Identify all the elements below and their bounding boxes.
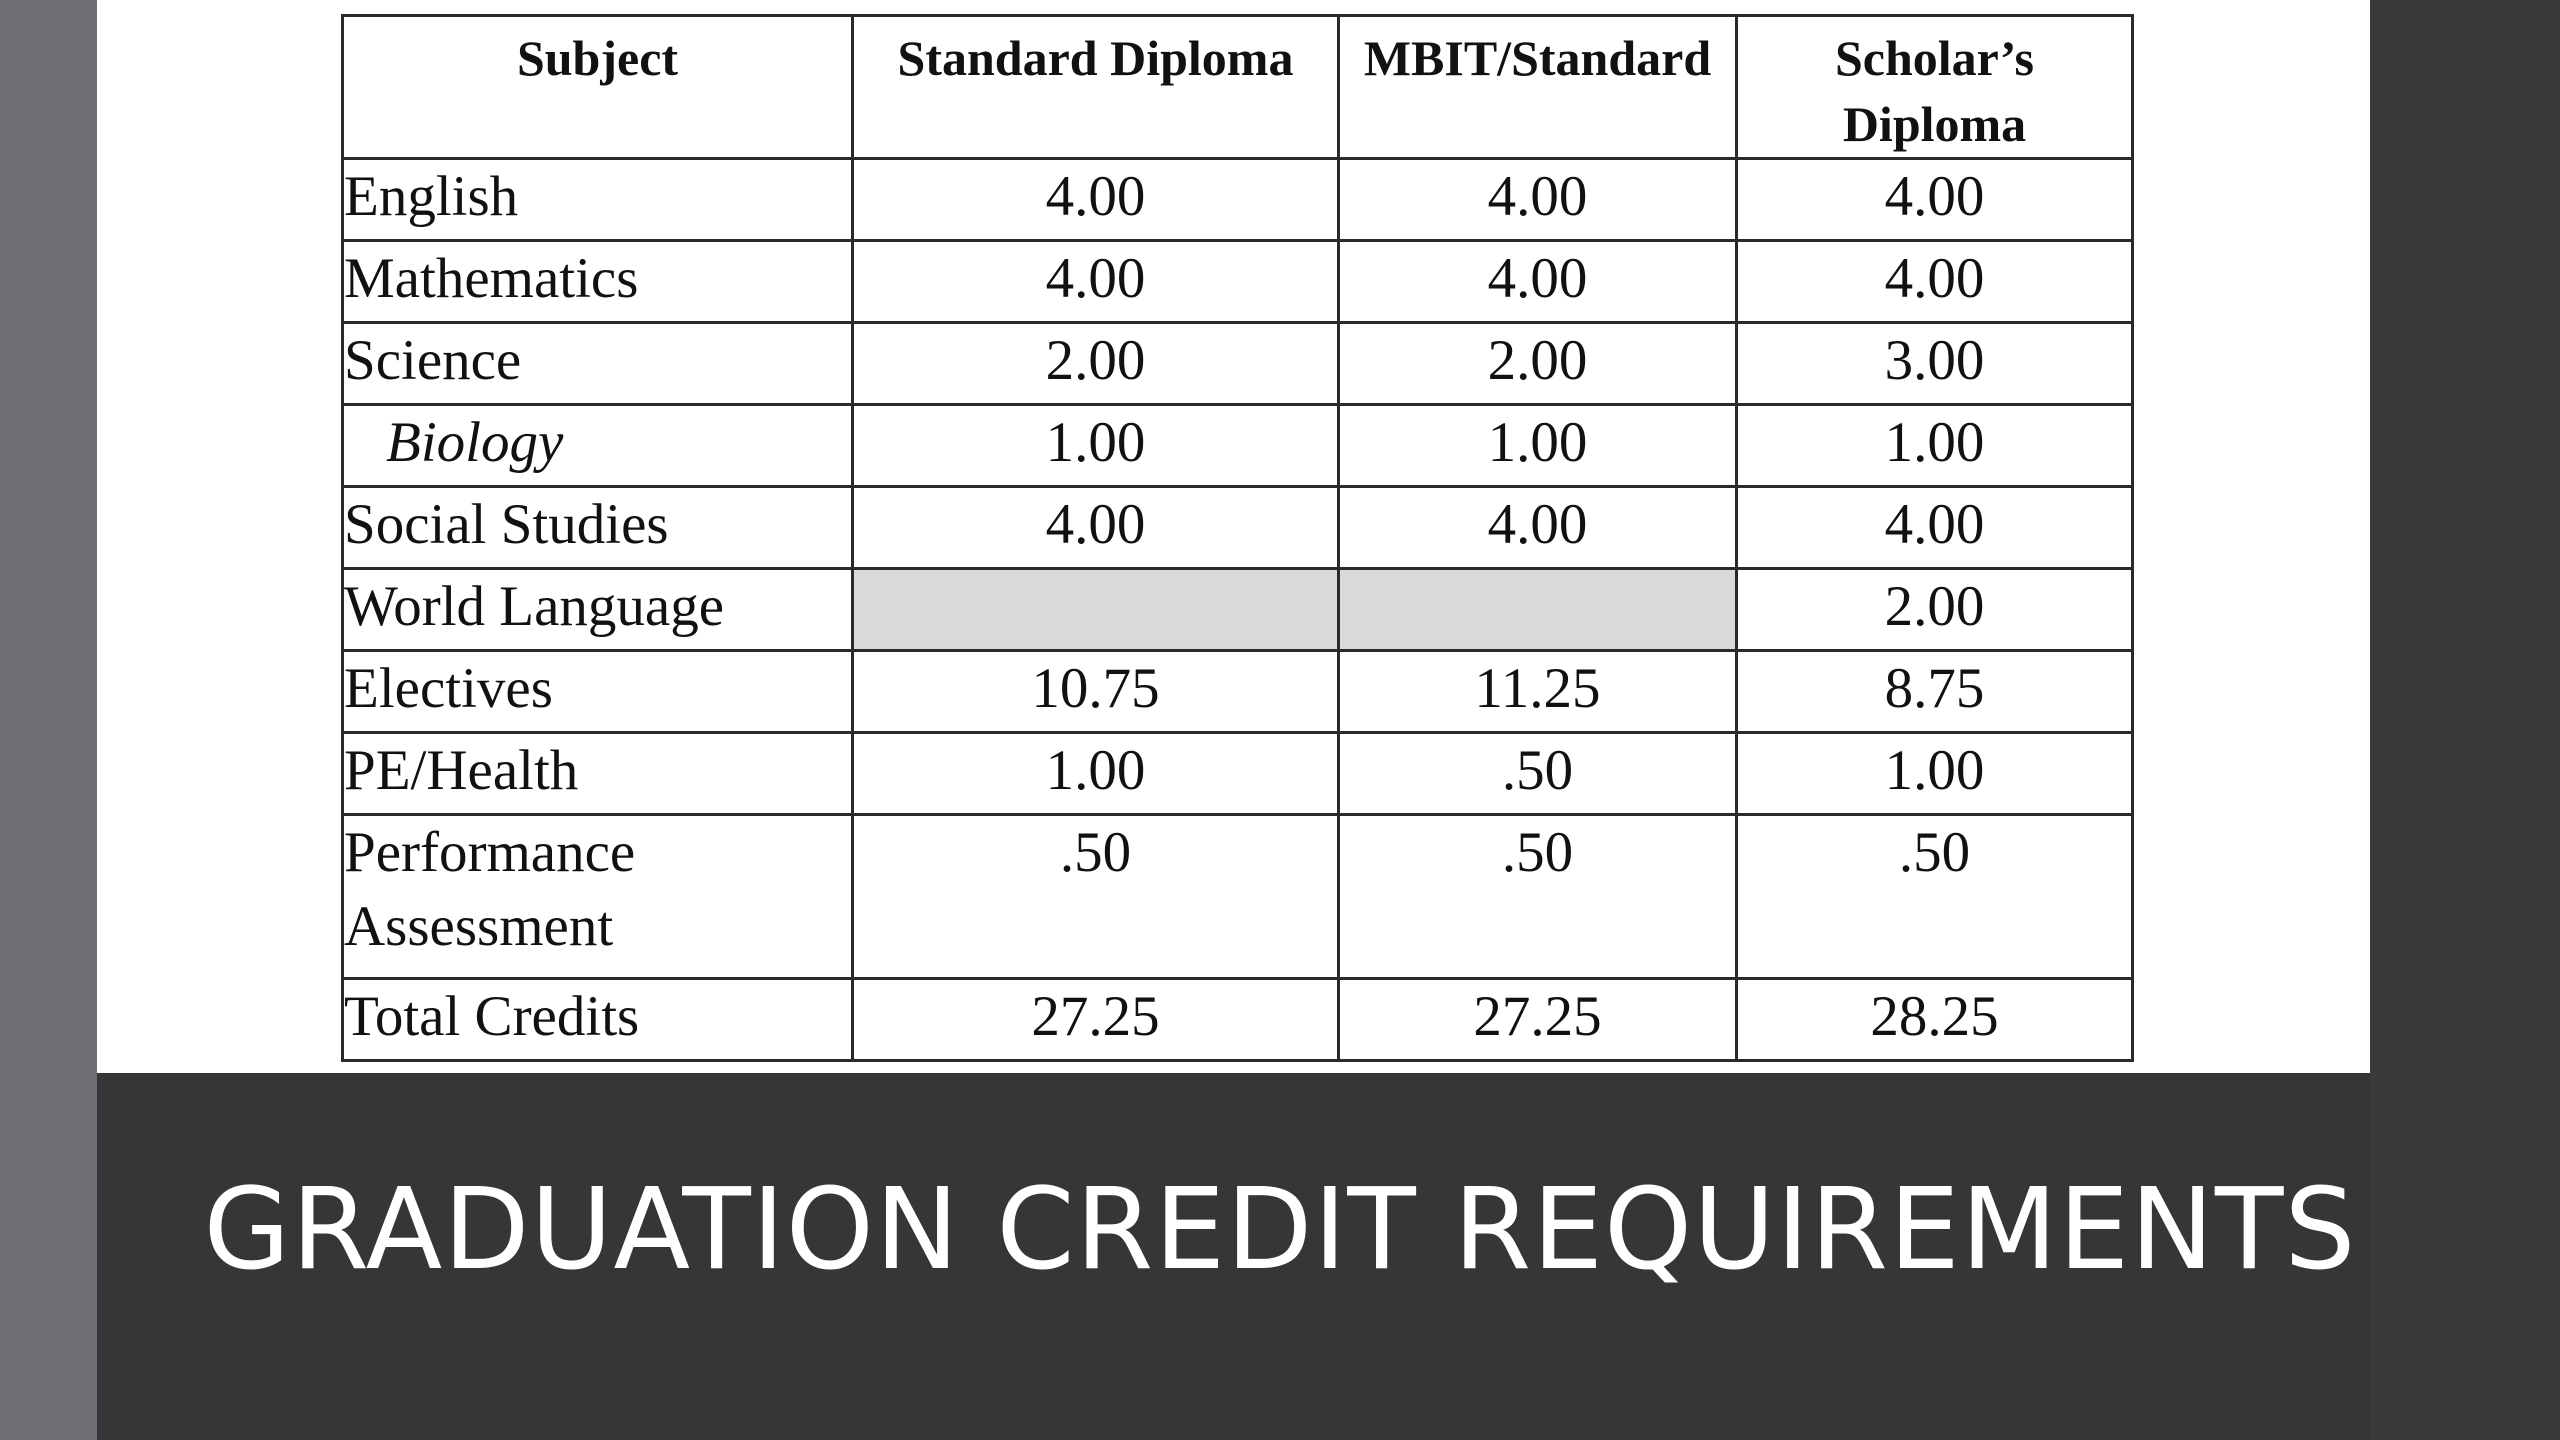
column-header: MBIT/Standard [1339,16,1737,159]
table-row-total [343,979,2133,1061]
table-header-row [343,16,2133,159]
table-row [343,323,2133,405]
credit-cell: 1.00 [1737,733,2133,815]
table-row [343,733,2133,815]
credit-cell-shaded [853,569,1339,651]
credit-cell: 27.25 [853,979,1339,1061]
table-row [343,405,2133,487]
credit-cell: 4.00 [853,159,1339,241]
credit-cell: .50 [1737,815,2133,979]
table-row [343,487,2133,569]
credit-cell: 4.00 [1737,159,2133,241]
credit-cell-shaded [1339,569,1737,651]
subject-cell: World Language [343,569,853,651]
subject-cell: Biology [343,405,853,487]
subject-cell: English [343,159,853,241]
credit-cell: 4.00 [1737,487,2133,569]
credit-cell: 4.00 [1339,487,1737,569]
credit-cell: 1.00 [853,733,1339,815]
subject-cell: PE/Health [343,733,853,815]
credit-cell: 1.00 [1737,405,2133,487]
column-header: Scholar’s Diploma [1737,16,2133,159]
credit-cell: 2.00 [1339,323,1737,405]
subject-cell: Total Credits [343,979,853,1061]
slide-title: GRADUATION CREDIT REQUIREMENTS [203,1165,2357,1295]
table-row [343,569,2133,651]
credit-cell: 4.00 [853,241,1339,323]
credit-cell: 4.00 [1737,241,2133,323]
credit-cell: 27.25 [1339,979,1737,1061]
credit-cell: 10.75 [853,651,1339,733]
credit-cell: 3.00 [1737,323,2133,405]
column-header: Standard Diploma [853,16,1339,159]
table-row [343,651,2133,733]
table-row [343,815,2133,979]
credit-cell: 4.00 [1339,241,1737,323]
credit-cell: 1.00 [853,405,1339,487]
column-header: Subject [343,16,853,159]
subject-cell: Social Studies [343,487,853,569]
credit-cell: 1.00 [1339,405,1737,487]
credit-cell: 28.25 [1737,979,2133,1061]
subject-cell: Mathematics [343,241,853,323]
subject-cell: Electives [343,651,853,733]
credit-cell: 2.00 [853,323,1339,405]
credit-cell: 4.00 [1339,159,1737,241]
credit-cell: .50 [1339,815,1737,979]
table-row [343,241,2133,323]
credit-cell: .50 [1339,733,1737,815]
credit-cell: 11.25 [1339,651,1737,733]
credit-requirements-table [341,14,2134,1062]
credit-cell: 8.75 [1737,651,2133,733]
credit-cell: 2.00 [1737,569,2133,651]
subject-cell: Science [343,323,853,405]
credit-cell: 4.00 [853,487,1339,569]
subject-cell: Performance Assessment [343,815,853,979]
credit-cell: .50 [853,815,1339,979]
table-row [343,159,2133,241]
